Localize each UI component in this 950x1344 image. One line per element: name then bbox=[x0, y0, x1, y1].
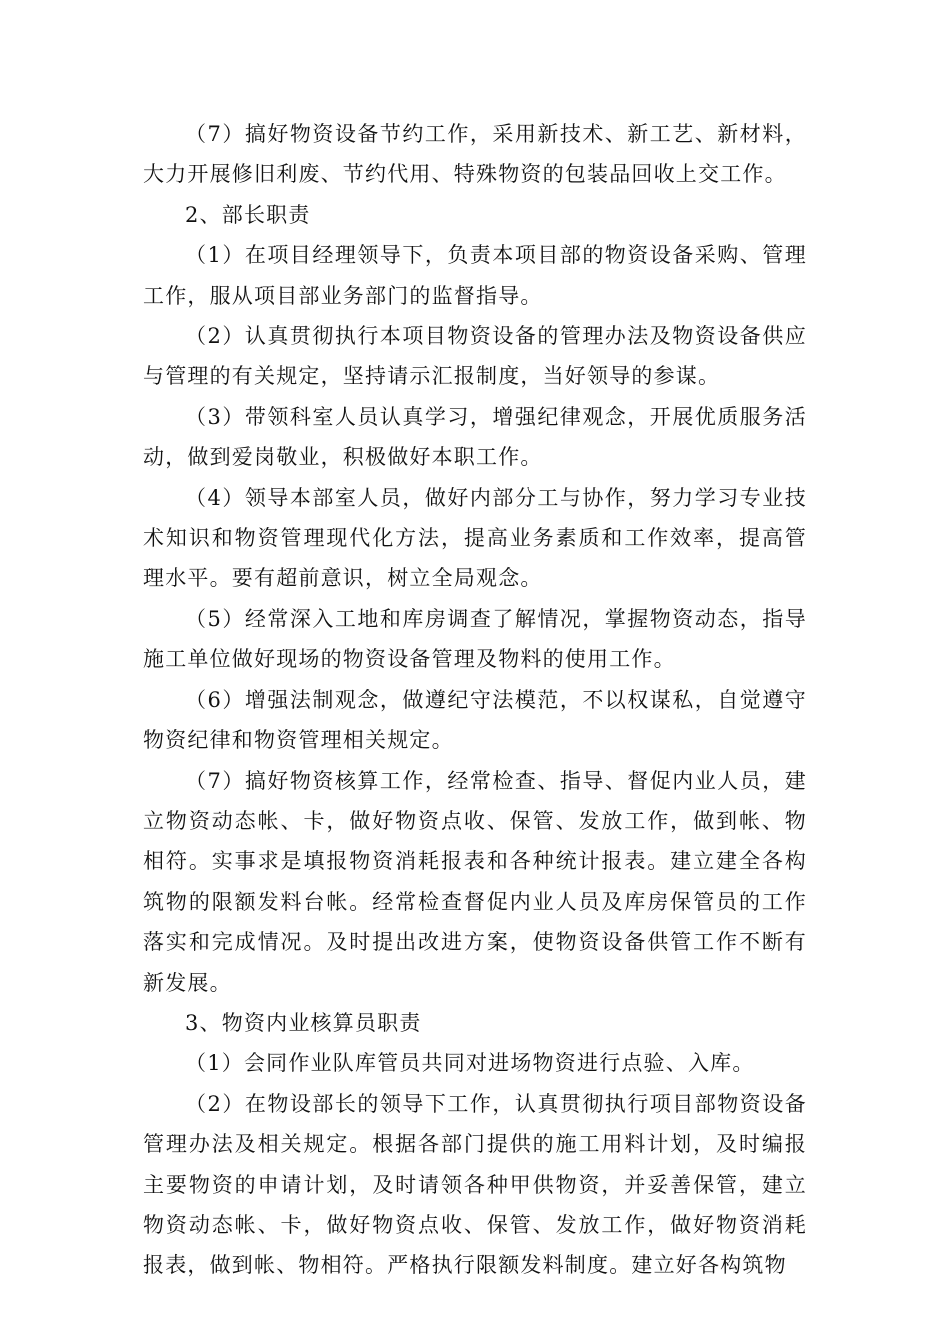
paragraph-accountant-1: （1）会同作业队库管员共同对进场物资进行点验、入库。 bbox=[185, 1051, 755, 1076]
paragraph-minister-7: （7）搞好物资核算工作，经常检查、指导、督促内业人员，建立物资动态帐、卡，做好物资点收、保管、发放工作，做到帐、物相符。实事求是填报物资消耗报表和各种统计报表。建立建全各构筑物的限额发料台帐。经常检查督促内业人员及库房保管员的工作落实和完成情况。及时提出改进方案，使物资设备供管工作不断有新发展。 bbox=[143, 768, 807, 995]
paragraph-minister-1: （1）在项目经理领导下，负责本项目部的物资设备采购、管理工作，服从项目部业务部门的监督指导。 bbox=[143, 243, 807, 308]
paragraph-accountant-2: （2）在物设部长的领导下工作，认真贯彻执行项目部物资设备管理办法及相关规定。根据各部门提供的施工用料计划，及时编报主要物资的申请计划，及时请领各种甲供物资，并妥善保管，建立物资动态帐、卡，做好物资点收、保管、发放工作，做好物资消耗报表，做到帐、物相符。严格执行限额发料制度。建立好各构筑物 bbox=[143, 1091, 807, 1278]
document-body bbox=[143, 114, 807, 1286]
paragraph-minister-3: （3）带领科室人员认真学习，增强纪律观念，开展优质服务活动，做到爱岗敬业，积极做好本职工作。 bbox=[143, 404, 807, 470]
paragraph-minister-2: （2）认真贯彻执行本项目物资设备的管理办法及物资设备供应与管理的有关规定，坚持请示汇报制度，当好领导的参谋。 bbox=[143, 324, 807, 389]
paragraph-item-7-conservation: （7）搞好物资设备节约工作，采用新技术、新工艺、新材料，大力开展修旧利废、节约代用、特殊物资的包装品回收上交工作。 bbox=[143, 122, 807, 187]
paragraph-minister-5: （5）经常深入工地和库房调查了解情况，掌握物资动态，指导施工单位做好现场的物资设备管理及物料的使用工作。 bbox=[143, 606, 807, 672]
paragraph-minister-6: （6）增强法制观念，做遵纪守法模范，不以权谋私，自觉遵守物资纪律和物资管理相关规定。 bbox=[143, 687, 807, 753]
section-heading-minister-duties: 2、部长职责 bbox=[185, 202, 311, 227]
paragraph-minister-4: （4）领导本部室人员，做好内部分工与协作，努力学习专业技术知识和物资管理现代化方法，提高业务素质和工作效率，提高管理水平。要有超前意识，树立全局观念。 bbox=[143, 485, 807, 591]
section-heading-accountant-duties: 3、物资内业核算员职责 bbox=[185, 1010, 422, 1035]
